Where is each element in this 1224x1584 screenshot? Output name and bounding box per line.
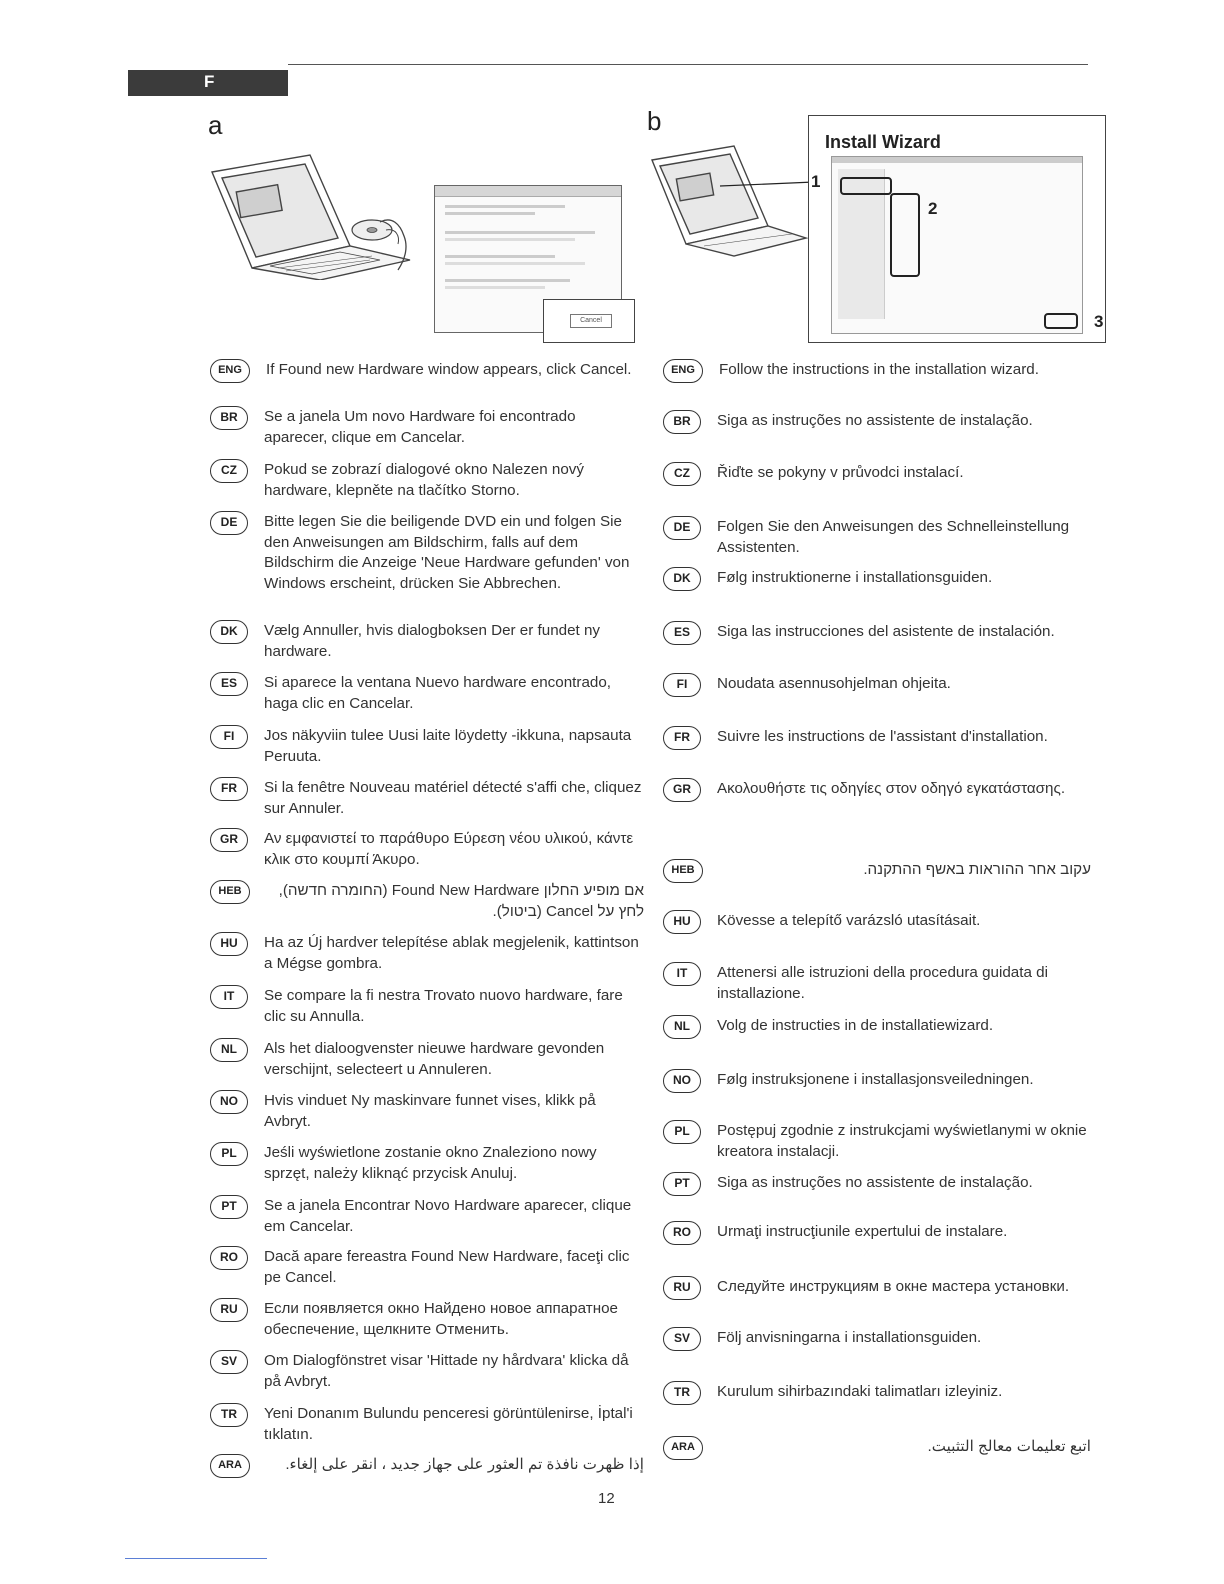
language-badge: PL	[210, 1142, 248, 1166]
instruction-de	[210, 512, 642, 594]
language-badge: ES	[663, 621, 701, 645]
instruction-text: Ακολουθήστε τις οδηγίες στον οδηγό εγκατάστασης.	[717, 780, 1066, 797]
language-badge: PT	[210, 1195, 248, 1219]
instruction-text: Kurulum sihirbazındaki talimatları izleyiniz.	[717, 1383, 1003, 1400]
instruction-text: Siga as instruções no assistente de instalação.	[717, 1174, 1033, 1191]
instruction-ro	[663, 1222, 1089, 1245]
instruction-no	[210, 1091, 642, 1132]
instruction-text: Если появляется окно Найдено новое аппаратное обеспечение, щелкните Отменить.	[264, 1300, 618, 1338]
instruction-gr	[210, 829, 642, 870]
callout-2: 2	[928, 199, 938, 218]
instruction-fi	[663, 674, 1089, 697]
language-badge: FR	[663, 726, 701, 750]
language-badge: PL	[663, 1120, 701, 1144]
instruction-fr	[663, 727, 1089, 750]
instruction-es	[210, 673, 642, 714]
instruction-text: Vælg Annuller, hvis dialogboksen Der er fundet ny hardware.	[264, 622, 601, 660]
instruction-hu	[663, 911, 1089, 934]
instruction-text: Folgen Sie den Anweisungen des Schnelleinstellung Assistenten.	[717, 518, 1070, 556]
language-badge: IT	[210, 985, 248, 1009]
instruction-text: Dacă apare fereastra Found New Hardware, faceţi clic pe Cancel.	[264, 1248, 630, 1286]
language-badge: RO	[210, 1246, 248, 1270]
language-badge: TR	[663, 1381, 701, 1405]
language-badge: ARA	[663, 1436, 703, 1460]
language-badge: GR	[210, 828, 248, 852]
instruction-it	[210, 986, 642, 1027]
instruction-text: Si la fenêtre Nouveau matériel détecté s'affi che, cliquez sur Annuler.	[264, 779, 642, 817]
instruction-text: Si aparece la ventana Nuevo hardware encontrado, haga clic en Cancelar.	[264, 674, 612, 712]
dialog-cancel-zoom	[543, 299, 635, 343]
instruction-eng	[663, 360, 1091, 383]
section-label: F	[204, 72, 215, 91]
language-badge: HEB	[663, 859, 703, 883]
instruction-pl	[210, 1143, 642, 1184]
language-badge: ES	[210, 672, 248, 696]
instruction-pt	[210, 1196, 642, 1237]
instruction-text: Jeśli wyświetlone zostanie okno Znaleziono nowy sprzęt, należy kliknąć przycisk Anuluj.	[264, 1144, 597, 1182]
callout-box-2	[890, 193, 920, 277]
language-badge: DE	[663, 516, 701, 540]
language-badge: FR	[210, 777, 248, 801]
instruction-text: Se a janela Encontrar Novo Hardware aparecer, clique em Cancelar.	[264, 1197, 632, 1235]
instruction-text: Suivre les instructions de l'assistant d'installation.	[717, 728, 1048, 745]
instruction-pl	[663, 1121, 1089, 1162]
instruction-text: Följ anvisningarna i installationsguiden.	[717, 1329, 982, 1346]
language-badge: TR	[210, 1403, 248, 1427]
instruction-heb	[210, 881, 644, 922]
instruction-tr	[210, 1404, 642, 1445]
language-badge: ARA	[210, 1454, 250, 1478]
instruction-gr	[663, 779, 1089, 802]
language-badge: FI	[210, 725, 248, 749]
language-badge: DE	[210, 511, 248, 535]
wizard-screenshot	[831, 156, 1083, 334]
instruction-text: Attenersi alle istruzioni della procedura guidata di installazione.	[717, 964, 1048, 1002]
instruction-text: Volg de instructies in de installatiewizard.	[717, 1017, 994, 1034]
page-number: 12	[598, 1490, 615, 1507]
language-badge: RU	[210, 1298, 248, 1322]
instruction-sv	[210, 1351, 642, 1392]
language-badge: CZ	[210, 459, 248, 483]
language-badge: RO	[663, 1221, 701, 1245]
callout-box-1	[840, 177, 892, 195]
instruction-hu	[210, 933, 642, 974]
callout-3: 3	[1094, 312, 1104, 331]
instruction-text: Følg instruktionerne i installationsguiden.	[717, 569, 993, 586]
language-badge: NL	[663, 1015, 701, 1039]
instruction-text: Als het dialoogvenster nieuwe hardware gevonden verschijnt, selecteert u Annuleren.	[264, 1040, 605, 1078]
language-badge: RU	[663, 1276, 701, 1300]
language-badge: DK	[210, 620, 248, 644]
instruction-de	[663, 517, 1089, 558]
panel-b-label: b	[647, 106, 662, 136]
callout-1: 1	[811, 172, 821, 191]
instruction-text: Urmaţi instrucţiunile expertului de instalare.	[717, 1223, 1008, 1240]
instruction-br	[210, 407, 642, 448]
callout-box-3	[1044, 313, 1078, 329]
instruction-text: إذا ظهرت نافذة تم العثور على جهاز جديد ، انقر على إلغاء.	[285, 1456, 644, 1473]
section-tab	[128, 70, 288, 96]
language-badge: HU	[210, 932, 248, 956]
instruction-fi	[210, 726, 642, 767]
language-badge: CZ	[663, 462, 701, 486]
instruction-ru	[210, 1299, 642, 1340]
language-badge: SV	[663, 1327, 701, 1351]
instruction-text: Siga as instruções no assistente de instalação.	[717, 412, 1033, 429]
instruction-tr	[663, 1382, 1089, 1405]
language-badge: ENG	[663, 359, 703, 383]
instruction-nl	[663, 1016, 1089, 1039]
install-wizard-window	[808, 115, 1106, 343]
instruction-eng	[210, 360, 644, 383]
language-badge: DK	[663, 567, 701, 591]
instruction-ara	[210, 1455, 644, 1478]
language-badge: GR	[663, 778, 701, 802]
instruction-text: Следуйте инструкциям в окне мастера установки.	[717, 1278, 1070, 1295]
language-badge: HEB	[210, 880, 250, 904]
language-badge: SV	[210, 1350, 248, 1374]
instruction-text: Řiďte se pokyny v průvodci instalací.	[717, 464, 964, 481]
header-rule	[288, 64, 1088, 65]
instruction-text: Om Dialogfönstret visar 'Hittade ny hårdvara' klicka då på Avbryt.	[264, 1352, 629, 1390]
laptop-disc-illustration	[200, 150, 420, 280]
instruction-text: עקוב אחר ההוראות באשף ההתקנה.	[863, 861, 1091, 878]
instruction-text: Bitte legen Sie die beiligende DVD ein und folgen Sie den Anweisungen am Bildschirm, falls auf dem Bildschirm die Anzeige 'Neue Hardware gefunden' von Windows erscheint, drücken Sie Abbrechen.	[264, 513, 630, 592]
instruction-text: Ha az Új hardver telepítése ablak megjelenik, kattintson a Mégse gombra.	[264, 934, 639, 972]
language-badge: NO	[663, 1069, 701, 1093]
instruction-text: אם מופיע החלון Found New Hardware (החומרה חדשה), לחץ על Cancel (ביטול).	[278, 882, 644, 920]
instruction-text: Kövesse a telepítő varázsló utasításait.	[717, 912, 981, 929]
footer-rule	[125, 1558, 267, 1559]
instruction-cz	[663, 463, 1089, 486]
install-wizard-title: Install Wizard	[825, 132, 941, 152]
instruction-fr	[210, 778, 642, 819]
instruction-heb	[663, 860, 1091, 883]
instruction-text: Siga las instrucciones del asistente de instalación.	[717, 623, 1055, 640]
language-badge: BR	[210, 406, 248, 430]
instruction-text: Pokud se zobrazí dialogové okno Nalezen nový hardware, klepněte na tlačítko Storno.	[264, 461, 584, 499]
instruction-ara	[663, 1437, 1091, 1460]
instruction-text: Hvis vinduet Ny maskinvare funnet vises, klikk på Avbryt.	[264, 1092, 596, 1130]
instruction-dk	[663, 568, 1089, 591]
language-badge: FI	[663, 673, 701, 697]
instruction-text: Yeni Donanım Bulundu penceresi görüntülenirse, İptal'i tıklatın.	[264, 1405, 633, 1443]
instruction-sv	[663, 1328, 1089, 1351]
instruction-text: Noudata asennusohjelman ohjeita.	[717, 675, 951, 692]
instruction-text: If Found new Hardware window appears, click Cancel.	[266, 361, 632, 378]
instruction-pt	[663, 1173, 1089, 1196]
instruction-text: Se compare la fi nestra Trovato nuovo hardware, fare clic su Annulla.	[264, 987, 623, 1025]
language-badge: ENG	[210, 359, 250, 383]
instruction-ru	[663, 1277, 1089, 1300]
language-badge: BR	[663, 410, 701, 434]
instruction-text: Αν εμφανιστεί το παράθυρο Εύρεση νέου υλικού, κάντε κλικ στο κουμπί Άκυρο.	[264, 830, 634, 868]
instruction-it	[663, 963, 1089, 1004]
instruction-es	[663, 622, 1089, 645]
instruction-no	[663, 1070, 1089, 1093]
instruction-text: Se a janela Um novo Hardware foi encontrado aparecer, clique em Cancelar.	[264, 408, 576, 446]
instruction-text: Følg instruksjonene i installasjonsveiledningen.	[717, 1071, 1034, 1088]
instruction-text: Jos näkyviin tulee Uusi laite löydetty -ikkuna, napsauta Peruuta.	[264, 727, 632, 765]
instruction-dk	[210, 621, 642, 662]
language-badge: NL	[210, 1038, 248, 1062]
language-badge: IT	[663, 962, 701, 986]
cancel-button[interactable]: Cancel	[570, 314, 612, 328]
instruction-text: Follow the instructions in the installation wizard.	[719, 361, 1039, 378]
language-badge: NO	[210, 1090, 248, 1114]
instruction-cz	[210, 460, 642, 501]
instruction-nl	[210, 1039, 642, 1080]
instruction-br	[663, 411, 1089, 434]
instruction-ro	[210, 1247, 642, 1288]
laptop-illustration	[642, 140, 822, 260]
language-badge: HU	[663, 910, 701, 934]
instruction-text: اتبع تعليمات معالج التثبيت.	[927, 1438, 1091, 1455]
instruction-text: Postępuj zgodnie z instrukcjami wyświetlanymi w oknie kreatora instalacji.	[717, 1122, 1087, 1160]
language-badge: PT	[663, 1172, 701, 1196]
panel-a-label: a	[208, 110, 223, 140]
